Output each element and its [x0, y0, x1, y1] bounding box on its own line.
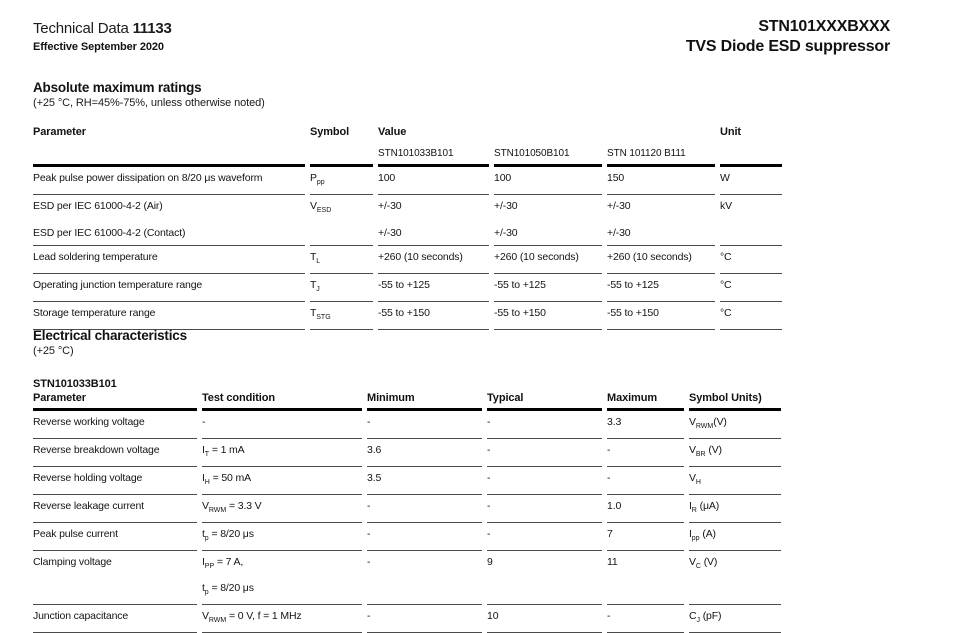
- condition-cell: [202, 467, 362, 495]
- value-cell-3: +260 (10 seconds): [607, 246, 715, 274]
- parameter-cell: Lead soldering temperature: [33, 246, 305, 274]
- typical-cell: -: [487, 467, 602, 495]
- maximum-cell: 1.0: [607, 495, 684, 523]
- unit-cell: W: [720, 167, 782, 195]
- unit-cell: °C: [720, 302, 782, 330]
- condition-line: $V_{RWM} = 0$ V, f = 1 MHz: [202, 609, 302, 624]
- variant-col-3: STN 101120 B111: [607, 144, 715, 167]
- abs-col-value: Value: [378, 126, 407, 138]
- elec-table-row: [33, 467, 781, 495]
- abs-max-table-row: [33, 302, 782, 330]
- elec-section-title: Electrical characteristics: [33, 328, 187, 343]
- symbol-units-cell: $V_H$: [689, 467, 781, 495]
- symbol-cell: [310, 222, 373, 246]
- elec-col-symbol: Symbol Units): [689, 390, 781, 411]
- value-cell-1: +260 (10 seconds): [378, 246, 489, 274]
- condition-line: $I_T = 1$ mA: [202, 444, 245, 459]
- elec-table-row: [33, 605, 781, 633]
- value-cell-1: +/-30: [378, 222, 489, 246]
- doc-title-line: [33, 20, 172, 37]
- elec-col-typ: Typical: [487, 390, 602, 411]
- document-header-left: [33, 20, 172, 53]
- maximum-cell: 7: [607, 523, 684, 551]
- value-cell-1: -55 to +150: [378, 302, 489, 330]
- elec-col-condition: Test condition: [202, 390, 362, 411]
- parameter-cell: Reverse leakage current: [33, 495, 197, 523]
- parameter-cell: ESD per IEC 61000-4-2 (Air): [33, 200, 163, 213]
- minimum-cell: -: [367, 523, 482, 551]
- elec-table-row: [33, 439, 781, 467]
- minimum-cell: -: [367, 605, 482, 633]
- symbol-units-cell: $C_J$ (pF): [689, 605, 781, 633]
- typical-cell: 10: [487, 605, 602, 633]
- parameter-cell: Storage temperature range: [33, 302, 305, 330]
- typical-cell: -: [487, 523, 602, 551]
- unit-cell: kV: [720, 200, 732, 213]
- condition-line: $I_{PP} = 7$ A,: [202, 556, 244, 571]
- value-cell-2: -55 to +150: [494, 302, 602, 330]
- condition-cell: [202, 551, 362, 604]
- value-cell-1: +/-30: [378, 200, 402, 213]
- symbol-units-cell: $V_{BR}$ (V): [689, 439, 781, 467]
- unit-cell: °C: [720, 274, 782, 302]
- elec-table-row: [33, 523, 781, 551]
- abs-col-spacer1: [494, 124, 602, 144]
- part-family-title: STN101XXXBXXX: [758, 18, 890, 35]
- elec-table-row: [33, 495, 781, 523]
- condition-cell: [202, 523, 362, 551]
- unit-cell: °C: [720, 246, 782, 274]
- value-cell-2: +/-30: [494, 222, 602, 246]
- symbol-units-cell: $I_R$ (μA): [689, 495, 781, 523]
- elec-part-number: STN101033B101: [33, 378, 117, 390]
- condition-line: $t_p = 8/20$ μs: [202, 528, 254, 543]
- document-header-right: [686, 17, 890, 57]
- value-cell-3: -55 to +125: [607, 274, 715, 302]
- abs-max-section-subtitle: (+25 °C, RH=45%-75%, unless otherwise noted): [33, 97, 265, 109]
- minimum-cell: 3.6: [367, 439, 482, 467]
- condition-line: $V_{RWM} = 3.3$ V: [202, 500, 262, 515]
- abs-max-table-row: [33, 246, 782, 274]
- value-cell-3: -55 to +150: [607, 302, 715, 330]
- abs-max-table-row: [33, 274, 782, 302]
- product-title: TVS Diode ESD suppressor: [685, 38, 890, 55]
- condition-cell: [202, 411, 362, 439]
- value-cell-2: +/-30: [494, 200, 518, 213]
- symbol-cell: $T_J$: [310, 274, 373, 302]
- parameter-cell: Peak pulse power dissipation on 8/20 μs waveform: [33, 167, 305, 195]
- minimum-cell: 3.5: [367, 467, 482, 495]
- condition-cell: [202, 605, 362, 633]
- elec-table-row: [33, 551, 781, 604]
- variant-col-1: STN101033B101: [378, 144, 489, 167]
- symbol-cell: $T_{STG}$: [310, 302, 373, 330]
- typical-cell: -: [487, 411, 602, 439]
- unit-cell: [720, 222, 782, 246]
- parameter-cell: ESD per IEC 61000-4-2 (Contact): [33, 222, 305, 246]
- value-cell-1: 100: [378, 167, 489, 195]
- minimum-cell: -: [367, 411, 482, 439]
- condition-line: $t_p = 8/20$ μs: [202, 581, 254, 596]
- symbol-cell: $P_{pp}$: [310, 167, 373, 195]
- symbol-cell: $V_{ESD}$: [310, 200, 332, 215]
- symbol-units-cell: $I_{pp}$ (A): [689, 523, 781, 551]
- parameter-cell: Junction capacitance: [33, 605, 197, 633]
- minimum-cell: -: [367, 551, 482, 604]
- minimum-cell: -: [367, 495, 482, 523]
- condition-line: -: [202, 416, 206, 428]
- condition-line: $I_H = 50$ mA: [202, 472, 251, 487]
- typical-cell: -: [487, 495, 602, 523]
- value-cell-2: -55 to +125: [494, 274, 602, 302]
- elec-col-parameter: Parameter: [33, 390, 197, 411]
- doc-number: 11133: [132, 20, 172, 37]
- abs-max-table-row: [33, 222, 782, 246]
- parameter-cell: Reverse breakdown voltage: [33, 439, 197, 467]
- condition-cell: [202, 495, 362, 523]
- value-cell-2: 100: [494, 167, 602, 195]
- maximum-cell: -: [607, 605, 684, 633]
- value-cell-2: +260 (10 seconds): [494, 246, 602, 274]
- elec-section-subtitle: (+25 °C): [33, 345, 74, 357]
- elec-table: [28, 390, 786, 633]
- condition-cell: [202, 439, 362, 467]
- elec-table-row: [33, 411, 781, 439]
- symbol-units-cell: $V_C$ (V): [689, 551, 781, 604]
- typical-cell: 9: [487, 551, 602, 604]
- parameter-cell: Operating junction temperature range: [33, 274, 305, 302]
- maximum-cell: 11: [607, 551, 684, 604]
- value-cell-3: +/-30: [607, 222, 715, 246]
- abs-max-table: [28, 124, 787, 330]
- typical-cell: -: [487, 439, 602, 467]
- maximum-cell: -: [607, 439, 684, 467]
- abs-max-table-row: [33, 195, 782, 222]
- parameter-cell: Peak pulse current: [33, 523, 197, 551]
- abs-max-table-row: [33, 167, 782, 195]
- abs-max-variant-row: [33, 144, 782, 167]
- abs-col-symbol: Symbol: [310, 126, 350, 138]
- value-cell-1: -55 to +125: [378, 274, 489, 302]
- elec-header-row: [33, 390, 781, 411]
- abs-col-unit: Unit: [720, 126, 741, 138]
- maximum-cell: 3.3: [607, 411, 684, 439]
- parameter-cell: Reverse working voltage: [33, 411, 197, 439]
- elec-col-min: Minimum: [367, 390, 482, 411]
- parameter-cell: Reverse holding voltage: [33, 467, 197, 495]
- parameter-cell: Clamping voltage: [33, 551, 197, 604]
- value-cell-3: +/-30: [607, 200, 631, 213]
- abs-max-header-row: [33, 124, 782, 144]
- variant-col-2: STN101050B101: [494, 144, 602, 167]
- abs-max-section-title: Absolute maximum ratings: [33, 80, 202, 95]
- maximum-cell: -: [607, 467, 684, 495]
- effective-date: Effective September 2020: [33, 41, 164, 53]
- doc-type-label: Technical Data: [33, 20, 129, 37]
- symbol-units-cell: $V_{RWM}(V)$: [689, 411, 781, 439]
- abs-col-spacer2: [607, 124, 715, 144]
- value-cell-3: 150: [607, 167, 715, 195]
- elec-col-max: Maximum: [607, 390, 684, 411]
- abs-col-parameter: Parameter: [33, 126, 86, 138]
- symbol-cell: $T_L$: [310, 246, 373, 274]
